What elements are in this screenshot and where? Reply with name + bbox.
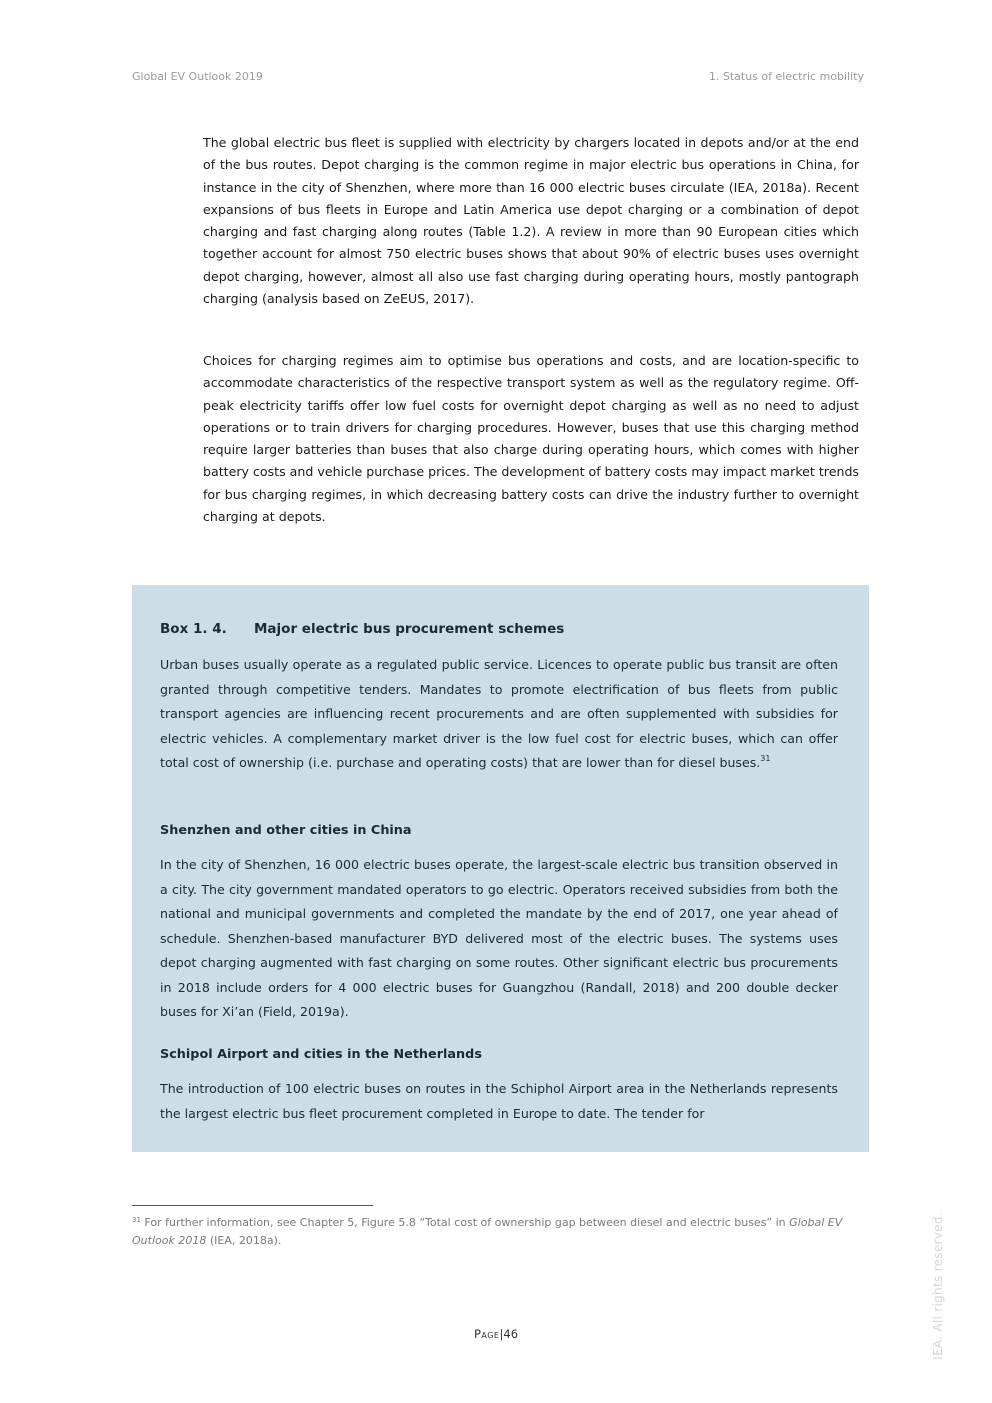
running-header-chapter: 1. Status of electric mobility xyxy=(708,70,864,83)
box-subheading-netherlands: Schipol Airport and cities in the Netherlands xyxy=(160,1047,482,1062)
running-header-title: Global EV Outlook 2019 xyxy=(132,70,263,83)
box-title: Major electric bus procurement schemes xyxy=(254,621,565,637)
page-number xyxy=(0,1326,992,1342)
box-paragraph-intro-text: Urban buses usually operate as a regulated public service. Licences to operate public bus transit are often granted through competitive tenders. Mandates to promote electrification of bus fleets from public transport agencies are influencing recent procurements and are often supplemented with subsidies for electric vehicles. A complementary market driver is the low fuel cost for electric buses, which can offer total cost of ownership (i.e. purchase and operating costs) that are lower than for diesel buses. xyxy=(160,657,838,770)
footnote-reference[interactable]: 31 xyxy=(760,754,771,763)
page-number-value: 46 xyxy=(503,1327,519,1341)
page-label: Page xyxy=(473,1327,500,1341)
body-paragraph-2: Choices for charging regimes aim to optimise bus operations and costs, and are location-specific to accommodate characteristics of the respective transport system as well as the regulatory regime. Off-peak electricity tariffs offer low fuel costs for overnight depot charging as well as no need to adjust operations or to train drivers for charging procedures. However, buses that use this charging method require larger batteries than buses that also charge during operating hours, which comes with higher battery costs and vehicle purchase prices. The development of battery costs may impact market trends for bus charging regimes, in which decreasing battery costs can drive the industry further to overnight charging at depots. xyxy=(203,353,859,525)
box-number: Box 1. 4. xyxy=(160,621,227,637)
rights-watermark-text: IEA. All rights reserved. xyxy=(931,1212,945,1360)
info-box xyxy=(132,585,869,1152)
footnote-italic-title: Global EV Outlook 2018 xyxy=(132,1216,843,1247)
footnote-citation: (IEA, 2018a). xyxy=(209,1234,282,1247)
box-subheading-china: Shenzhen and other cities in China xyxy=(160,823,412,838)
page-separator: | xyxy=(499,1327,504,1341)
footnote-text: For further information, see Chapter 5, Figure 5.8 “Total cost of ownership gap between diesel and electric buses” in xyxy=(144,1216,786,1229)
footnote-number: 31 xyxy=(132,1216,141,1224)
footnote-divider xyxy=(132,1205,373,1206)
body-paragraph-1: The global electric bus fleet is supplied with electricity by chargers located in depots and/or at the end of the bus routes. Depot charging is the common regime in major electric bus operations in China, for instance in the city of Shenzhen, where more than 16 000 electric buses circulate (IEA, 2018a). Recent expansions of bus fleets in Europe and Latin America use depot charging or a combination of depot charging and fast charging along routes (Table 1.2). A review in more than 90 European cities which together account for almost 750 electric buses shows that about 90% of electric buses uses overnight depot charging, however, almost all also use fast charging during operating hours, mostly pantograph charging (analysis based on ZeEUS, 2017). xyxy=(203,135,859,307)
box-paragraph-intro xyxy=(160,653,838,776)
footnote xyxy=(132,1214,862,1250)
box-paragraph-china: In the city of Shenzhen, 16 000 electric buses operate, the largest-scale electric bus transition observed in a city. The city government mandated operators to go electric. Operators received subsidies from both the national and municipal governments and completed the mandate by the end of 2017, one year ahead of schedule. Shenzhen-based manufacturer BYD delivered most of the electric buses. The systems uses depot charging augmented with fast charging on some routes. Other significant electric bus procurements in 2018 include orders for 4 000 electric buses for Guangzhou (Randall, 2018) and 200 double decker buses for Xi’an (Field, 2019a). xyxy=(160,857,838,1019)
box-paragraph-netherlands: The introduction of 100 electric buses on routes in the Schiphol Airport area in the Netherlands represents the largest electric bus fleet procurement completed in Europe to date. The tender for xyxy=(160,1081,838,1121)
box-heading xyxy=(160,619,564,639)
